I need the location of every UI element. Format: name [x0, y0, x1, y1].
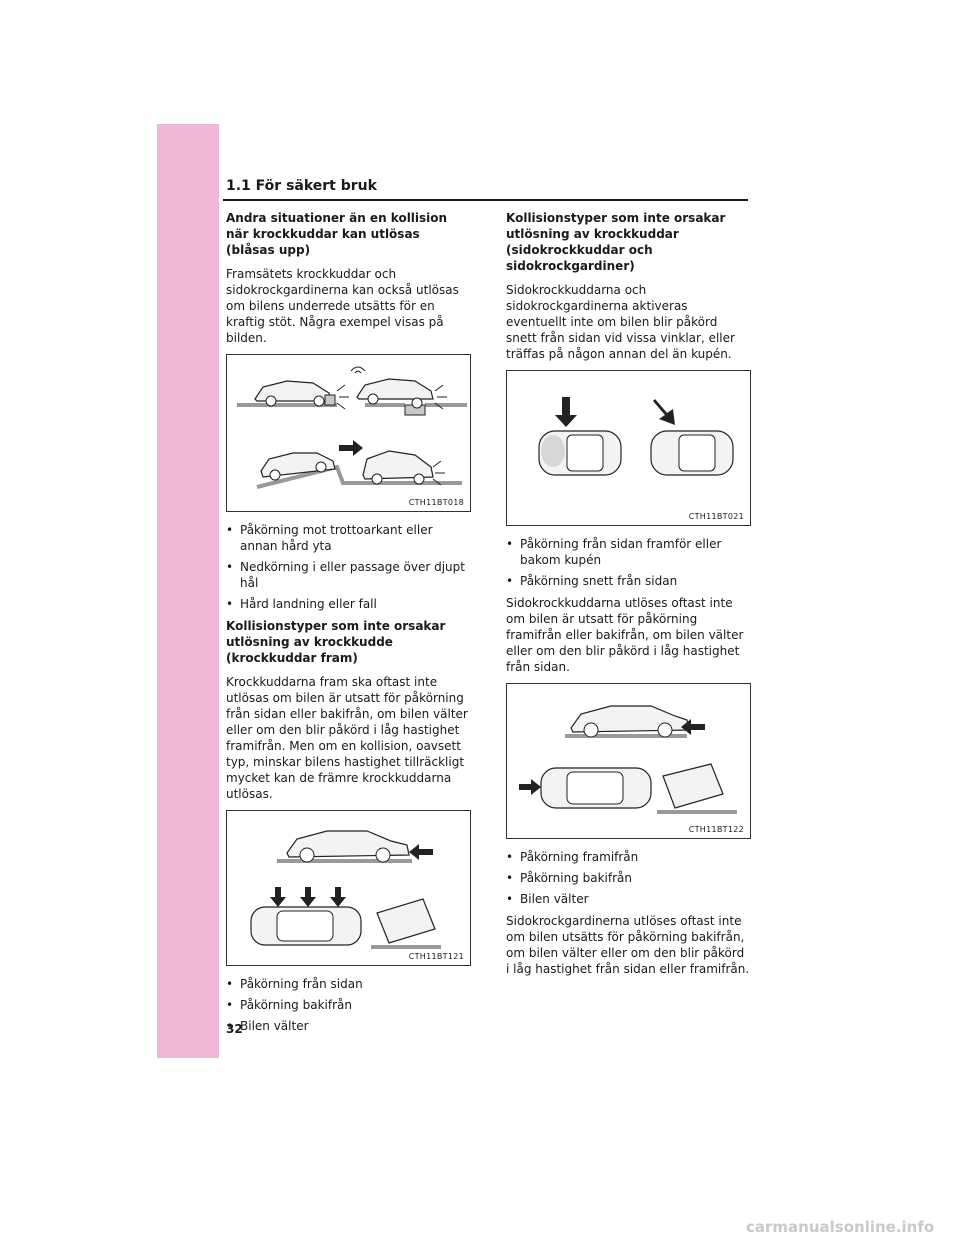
paragraph-front-airbag: Krockkuddarna fram ska oftast inte utlösas om bilen är utsatt för påkörning från sidan eller bakifrån, om bilen välter eller om den blir påkörd i låg hastighet framifrån. Men om en kollision, oavsett typ, minskar bilens hastighet tillräckligt mycket kan de främre krockkuddarna utlösas. [226, 675, 468, 801]
list-item: • Nedkörning i eller passage över djupt hål [226, 559, 471, 591]
side-impact-illustration [507, 371, 752, 525]
front-airbag-no-deploy-list [226, 976, 471, 1034]
side-impact-list [506, 536, 751, 589]
watermark-logo: carmanualsonline.info [746, 1218, 935, 1236]
figure-front-airbag-collisions [226, 810, 471, 966]
list-item: • Påkörning bakifrån [226, 997, 471, 1013]
paragraph-curtain-airbag: Sidokrockgardinerna utlöses oftast inte om bilen utsätts för påkörning bakifrån, om bilen välter eller om den blir påkörd i låg hastighet från sidan eller framifrån. [506, 914, 750, 976]
figure-code: CTH11BT018 [408, 498, 464, 507]
left-column [226, 210, 471, 1040]
undercarriage-examples-list [226, 522, 471, 612]
heading-side-airbag-no-deploy: Kollisionstyper som inte orsakar utlösning av krockkuddar (sidokrockkuddar och sidokrockgardiner) [506, 211, 726, 273]
paragraph-undercarriage: Framsätets krockkuddar och sidokrockgardinerna kan också utlösas om bilens underrede utsätts för en kraftig stöt. Några exempel visas på bilden. [226, 267, 459, 345]
list-item: • Påkörning framifrån [506, 849, 751, 865]
page-number: 32 [226, 1022, 243, 1036]
list-item: • Påkörning från sidan framför eller bakom kupén [506, 536, 751, 568]
heading-other-situations: Andra situationer än en kollision när krockkuddar kan utlösas (blåsas upp) [226, 211, 448, 257]
paragraph-side-airbag: Sidokrockkuddarna och sidokrockgardinerna aktiveras eventuellt inte om bilen blir påkörd snett från sidan vid vissa vinklar, eller träffas på någon annan del än kupén. [506, 283, 735, 361]
list-item: • Påkörning bakifrån [506, 870, 751, 886]
header-divider [223, 199, 748, 201]
side-airbag-no-deploy-list [506, 849, 751, 907]
paragraph-side-airbag-frontrear: Sidokrockkuddarna utlöses oftast inte om bilen är utsatt för påkörning framifrån eller bakifrån, om bilen välter eller om den blir påkörd i låg hastighet från sidan. [506, 596, 744, 674]
figure-undercarriage-impacts [226, 354, 471, 512]
list-item: • Påkörning mot trottoarkant eller annan hård yta [226, 522, 471, 554]
figure-side-airbag-collisions [506, 683, 751, 839]
heading-front-airbag-no-deploy: Kollisionstyper som inte orsakar utlösning av krockkudde (krockkuddar fram) [226, 619, 446, 665]
figure-code: CTH11BT021 [688, 512, 744, 521]
right-column [506, 210, 751, 985]
figure-code: CTH11BT121 [408, 952, 464, 961]
side-airbag-illustration [507, 684, 752, 838]
list-item: • Bilen välter [226, 1018, 471, 1034]
list-item: • Påkörning från sidan [226, 976, 471, 992]
list-item: • Bilen välter [506, 891, 751, 907]
front-airbag-illustration [227, 811, 472, 965]
figure-side-impacts [506, 370, 751, 526]
chapter-sidebar [157, 124, 219, 1058]
list-item: • Påkörning snett från sidan [506, 573, 751, 589]
undercarriage-illustration [227, 355, 472, 511]
figure-code: CTH11BT122 [688, 825, 744, 834]
section-title: 1.1 För säkert bruk [226, 178, 377, 194]
list-item: • Hård landning eller fall [226, 596, 471, 612]
